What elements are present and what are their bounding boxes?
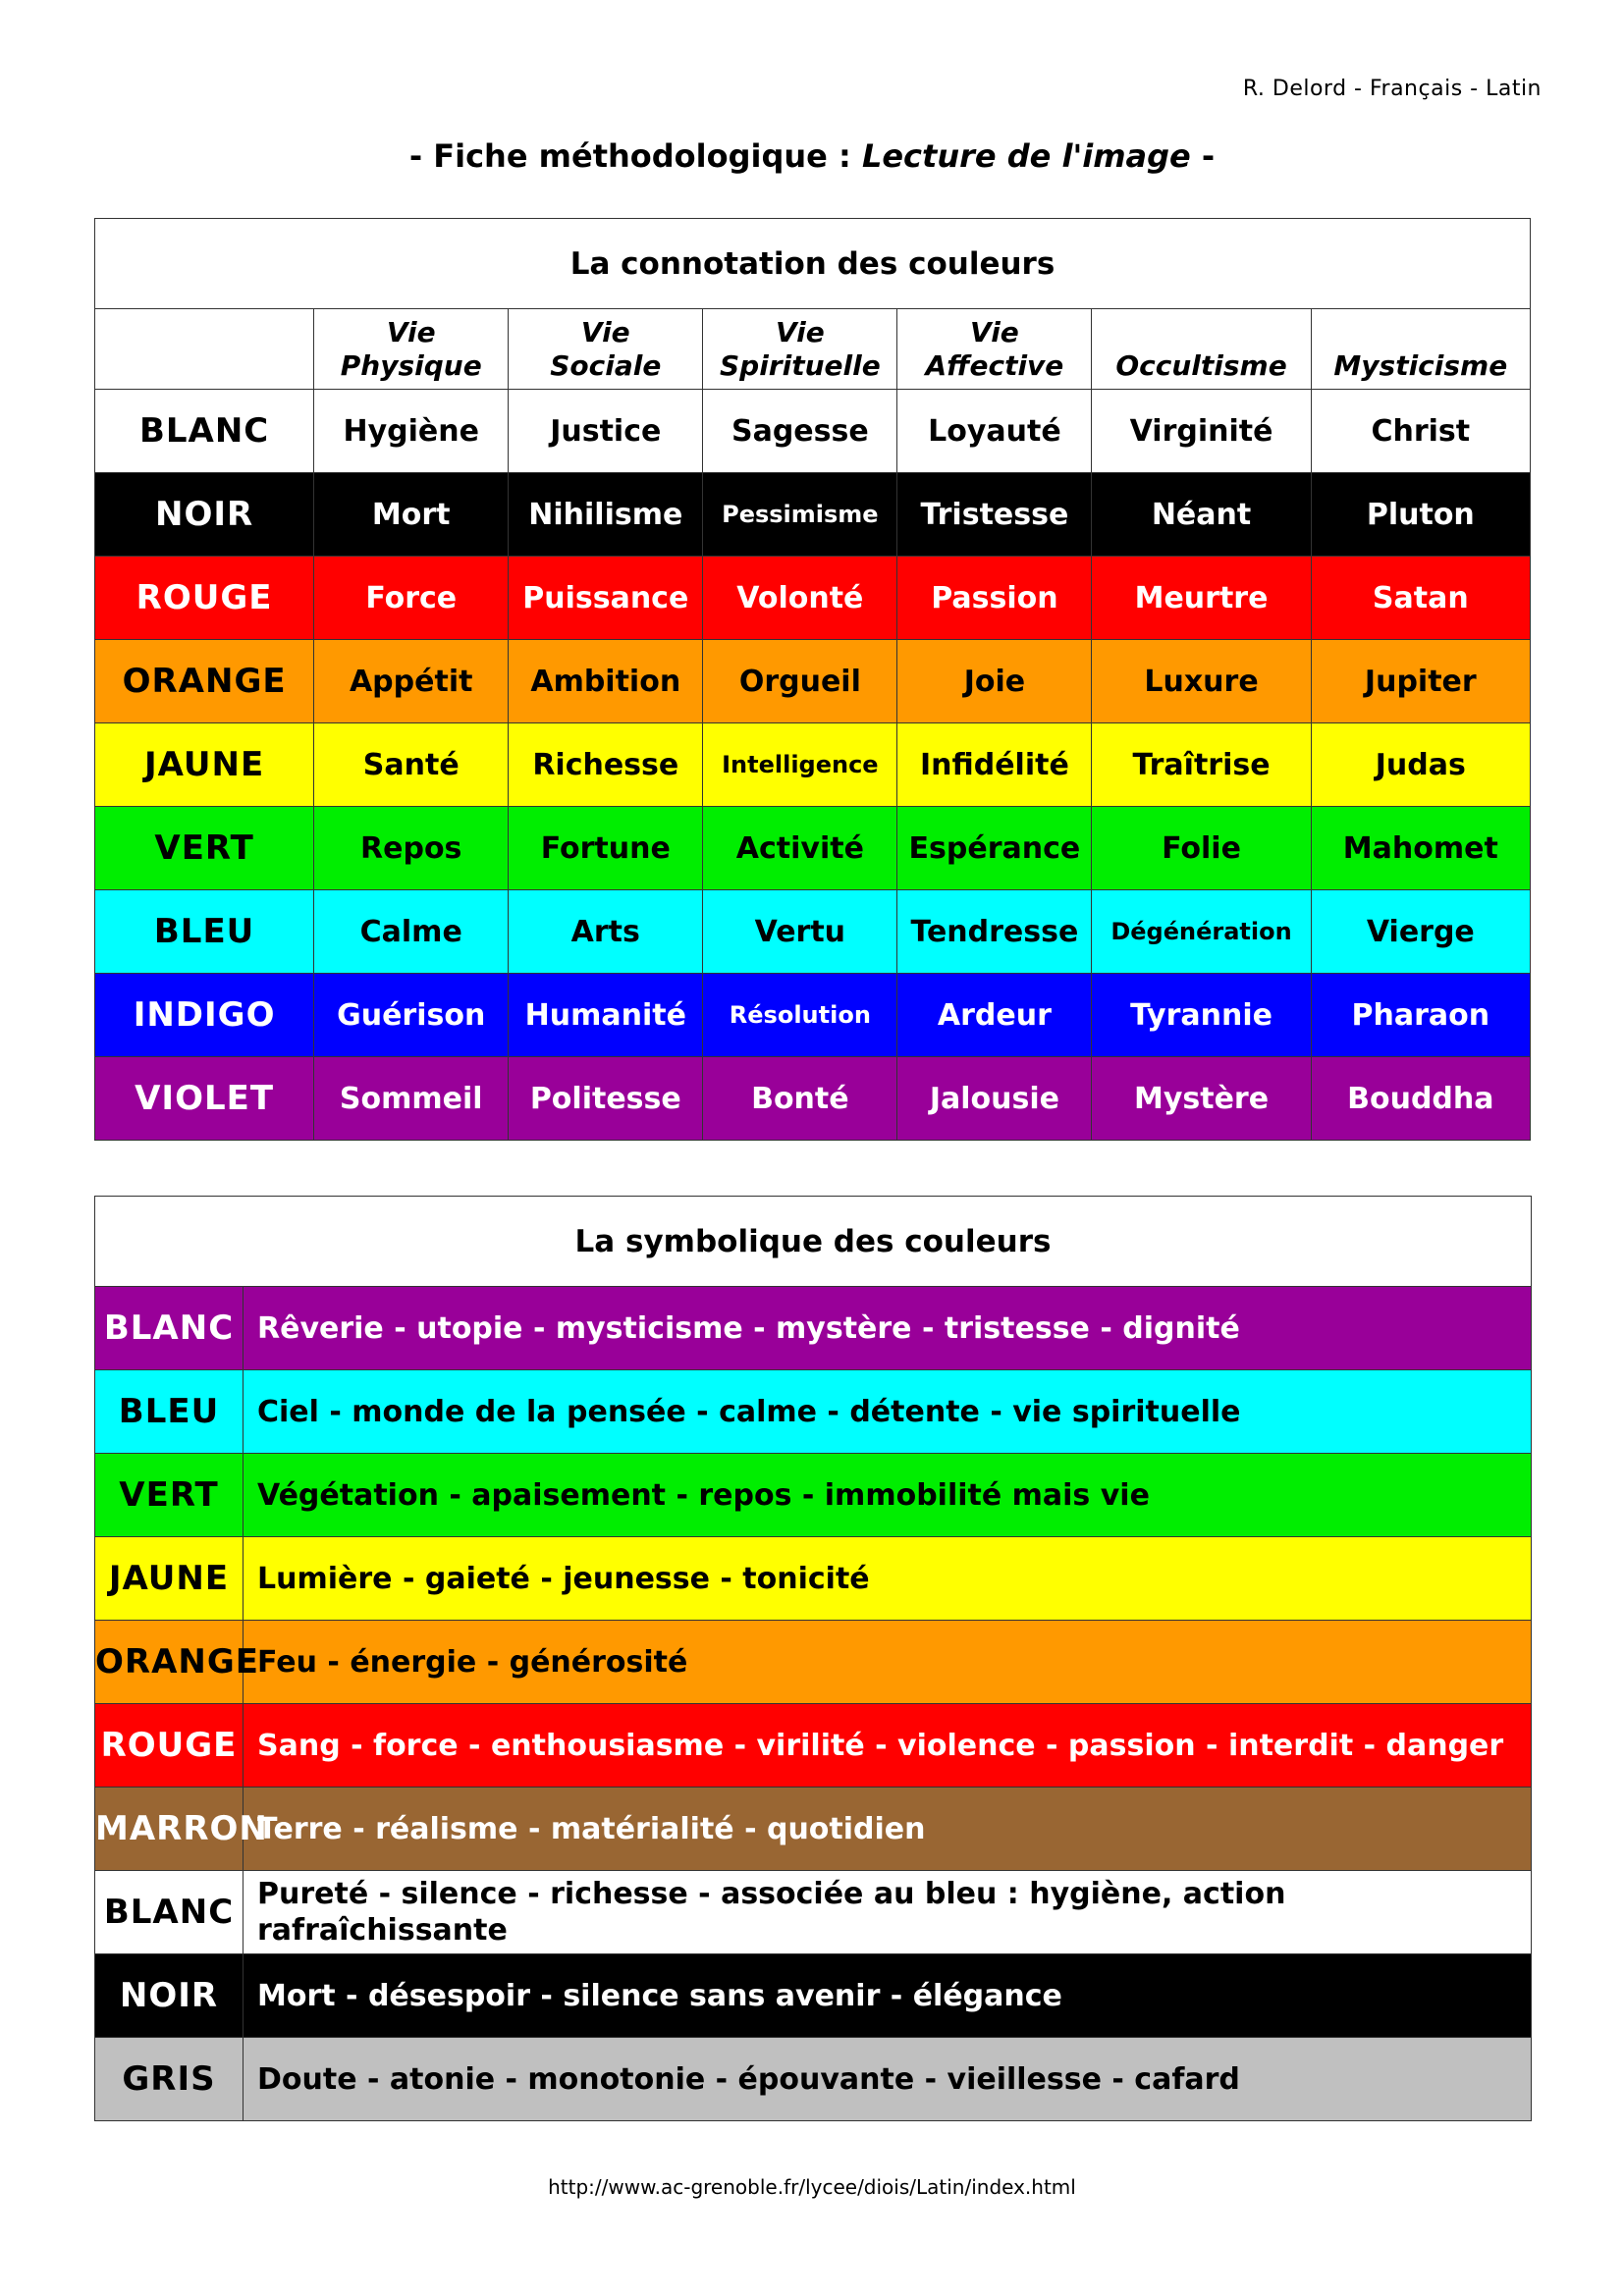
connotation-cell: Vertu xyxy=(703,890,897,974)
connotation-cell: Satan xyxy=(1311,557,1530,640)
connotation-cell: Guérison xyxy=(314,974,509,1057)
connotation-cell: Nihilisme xyxy=(509,473,703,557)
symbol-row xyxy=(95,1287,1532,1370)
connotation-cell: Pessimisme xyxy=(703,473,897,557)
symbol-row xyxy=(95,1871,1532,1954)
connotation-cell: Meurtre xyxy=(1092,557,1311,640)
column-header xyxy=(509,309,703,390)
connotation-cell: Jupiter xyxy=(1311,640,1530,723)
connotation-cell: Calme xyxy=(314,890,509,974)
symbol-description: Sang - force - enthousiasme - virilité - violence - passion - interdit - danger xyxy=(244,1704,1532,1788)
connotation-cell: Tyrannie xyxy=(1092,974,1311,1057)
connotation-cell: Pharaon xyxy=(1311,974,1530,1057)
connotation-cell: Judas xyxy=(1311,723,1530,807)
connotation-cell: Bouddha xyxy=(1311,1057,1530,1141)
connotation-cell: Sommeil xyxy=(314,1057,509,1141)
connotation-cell: Richesse xyxy=(509,723,703,807)
symbolique-caption: La symbolique des couleurs xyxy=(95,1197,1532,1287)
connotation-cell: Volonté xyxy=(703,557,897,640)
column-header-line1: Vie xyxy=(580,315,630,348)
connotation-cell: Appétit xyxy=(314,640,509,723)
connotation-cell: Dégénération xyxy=(1092,890,1311,974)
color-row xyxy=(95,890,1531,974)
color-row xyxy=(95,473,1531,557)
connotation-cell: Infidélité xyxy=(897,723,1092,807)
author-line: R. Delord - Français - Latin xyxy=(1242,77,1542,101)
column-header-line2: Physique xyxy=(340,348,482,382)
connotation-cell: Mystère xyxy=(1092,1057,1311,1141)
column-header-line2: Affective xyxy=(925,348,1064,382)
color-name: NOIR xyxy=(95,1954,244,2038)
connotation-cell: Sagesse xyxy=(703,390,897,473)
symbol-description: Mort - désespoir - silence sans avenir - élégance xyxy=(244,1954,1532,2038)
connotation-cell: Hygiène xyxy=(314,390,509,473)
connotation-cell: Justice xyxy=(509,390,703,473)
connotation-cell: Humanité xyxy=(509,974,703,1057)
connotation-cell: Pluton xyxy=(1311,473,1530,557)
connotation-cell: Fortune xyxy=(509,807,703,890)
connotation-table xyxy=(94,218,1531,1141)
color-name: ROUGE xyxy=(95,1704,244,1788)
title-suffix: - xyxy=(1190,137,1216,175)
column-header-line1: Vie xyxy=(386,315,436,348)
connotation-cell: Ambition xyxy=(509,640,703,723)
symbolique-table xyxy=(94,1196,1532,2121)
column-header-line2: Sociale xyxy=(550,348,662,382)
connotation-cell: Tristesse xyxy=(897,473,1092,557)
connotation-cell: Vierge xyxy=(1311,890,1530,974)
connotation-cell: Mort xyxy=(314,473,509,557)
color-name: BLANC xyxy=(95,1287,244,1370)
symbol-description: Feu - énergie - générosité xyxy=(244,1621,1532,1704)
connotation-cell: Ardeur xyxy=(897,974,1092,1057)
color-name: VERT xyxy=(95,807,314,890)
column-header-line1 xyxy=(1312,316,1530,349)
symbol-row xyxy=(95,1954,1532,2038)
color-name: JAUNE xyxy=(95,723,314,807)
symbol-row xyxy=(95,1370,1532,1454)
connotation-cell: Bonté xyxy=(703,1057,897,1141)
footer-url: http://www.ac-grenoble.fr/lycee/diois/Latin/index.html xyxy=(548,2175,1076,2199)
connotation-cell: Activité xyxy=(703,807,897,890)
connotation-cell: Intelligence xyxy=(703,723,897,807)
symbol-description: Ciel - monde de la pensée - calme - détente - vie spirituelle xyxy=(244,1370,1532,1454)
color-name: BLANC xyxy=(95,1871,244,1954)
color-name: NOIR xyxy=(95,473,314,557)
column-header-line2: Occultisme xyxy=(1115,348,1287,382)
title-prefix: - Fiche méthodologique : xyxy=(408,137,862,175)
symbol-description: Terre - réalisme - matérialité - quotidien xyxy=(244,1788,1532,1871)
color-name: BLEU xyxy=(95,890,314,974)
column-header-line1: Vie xyxy=(775,315,825,348)
color-row xyxy=(95,390,1531,473)
color-row xyxy=(95,723,1531,807)
symbol-description: Rêverie - utopie - mysticisme - mystère - tristesse - dignité xyxy=(244,1287,1532,1370)
color-name: ORANGE xyxy=(95,640,314,723)
color-row xyxy=(95,640,1531,723)
color-row xyxy=(95,974,1531,1057)
column-header xyxy=(314,309,509,390)
color-name: VERT xyxy=(95,1454,244,1537)
header-empty-cell xyxy=(95,309,314,390)
symbol-description: Lumière - gaieté - jeunesse - tonicité xyxy=(244,1537,1532,1621)
column-header-line1: Vie xyxy=(970,315,1019,348)
column-header-line2: Spirituelle xyxy=(719,348,881,382)
connotation-cell: Folie xyxy=(1092,807,1311,890)
connotation-caption: La connotation des couleurs xyxy=(95,219,1531,309)
connotation-cell: Jalousie xyxy=(897,1057,1092,1141)
symbol-row xyxy=(95,1454,1532,1537)
column-header xyxy=(1092,309,1311,390)
column-header xyxy=(1311,309,1530,390)
connotation-cell: Passion xyxy=(897,557,1092,640)
color-row xyxy=(95,1057,1531,1141)
connotation-cell: Santé xyxy=(314,723,509,807)
color-name: VIOLET xyxy=(95,1057,314,1141)
color-name: ROUGE xyxy=(95,557,314,640)
symbol-description: Doute - atonie - monotonie - épouvante - vieillesse - cafard xyxy=(244,2038,1532,2121)
column-header xyxy=(703,309,897,390)
symbol-row xyxy=(95,1704,1532,1788)
color-name: INDIGO xyxy=(95,974,314,1057)
connotation-header-row xyxy=(95,309,1531,390)
symbol-row xyxy=(95,1788,1532,1871)
connotation-cell: Tendresse xyxy=(897,890,1092,974)
column-header-line2: Mysticisme xyxy=(1333,348,1508,382)
connotation-cell: Orgueil xyxy=(703,640,897,723)
color-name: MARRON xyxy=(95,1788,244,1871)
title-italic: Lecture de l'image xyxy=(861,137,1191,175)
connotation-cell: Christ xyxy=(1311,390,1530,473)
color-name: ORANGE xyxy=(95,1621,244,1704)
connotation-cell: Espérance xyxy=(897,807,1092,890)
connotation-cell: Luxure xyxy=(1092,640,1311,723)
symbol-description: Pureté - silence - richesse - associée au bleu : hygiène, action rafraîchissante xyxy=(244,1871,1532,1954)
connotation-cell: Loyauté xyxy=(897,390,1092,473)
connotation-cell: Force xyxy=(314,557,509,640)
color-row xyxy=(95,557,1531,640)
connotation-cell: Arts xyxy=(509,890,703,974)
symbol-row xyxy=(95,1537,1532,1621)
symbol-row xyxy=(95,2038,1532,2121)
column-header xyxy=(897,309,1092,390)
connotation-cell: Virginité xyxy=(1092,390,1311,473)
color-name: BLEU xyxy=(95,1370,244,1454)
connotation-cell: Néant xyxy=(1092,473,1311,557)
page-title xyxy=(0,137,1624,175)
symbol-row xyxy=(95,1621,1532,1704)
connotation-cell: Puissance xyxy=(509,557,703,640)
connotation-cell: Politesse xyxy=(509,1057,703,1141)
color-name: BLANC xyxy=(95,390,314,473)
connotation-cell: Mahomet xyxy=(1311,807,1530,890)
color-name: JAUNE xyxy=(95,1537,244,1621)
connotation-cell: Résolution xyxy=(703,974,897,1057)
color-row xyxy=(95,807,1531,890)
symbol-description: Végétation - apaisement - repos - immobilité mais vie xyxy=(244,1454,1532,1537)
connotation-cell: Repos xyxy=(314,807,509,890)
color-name: GRIS xyxy=(95,2038,244,2121)
column-header-line1 xyxy=(1092,316,1310,349)
connotation-cell: Joie xyxy=(897,640,1092,723)
connotation-cell: Traîtrise xyxy=(1092,723,1311,807)
